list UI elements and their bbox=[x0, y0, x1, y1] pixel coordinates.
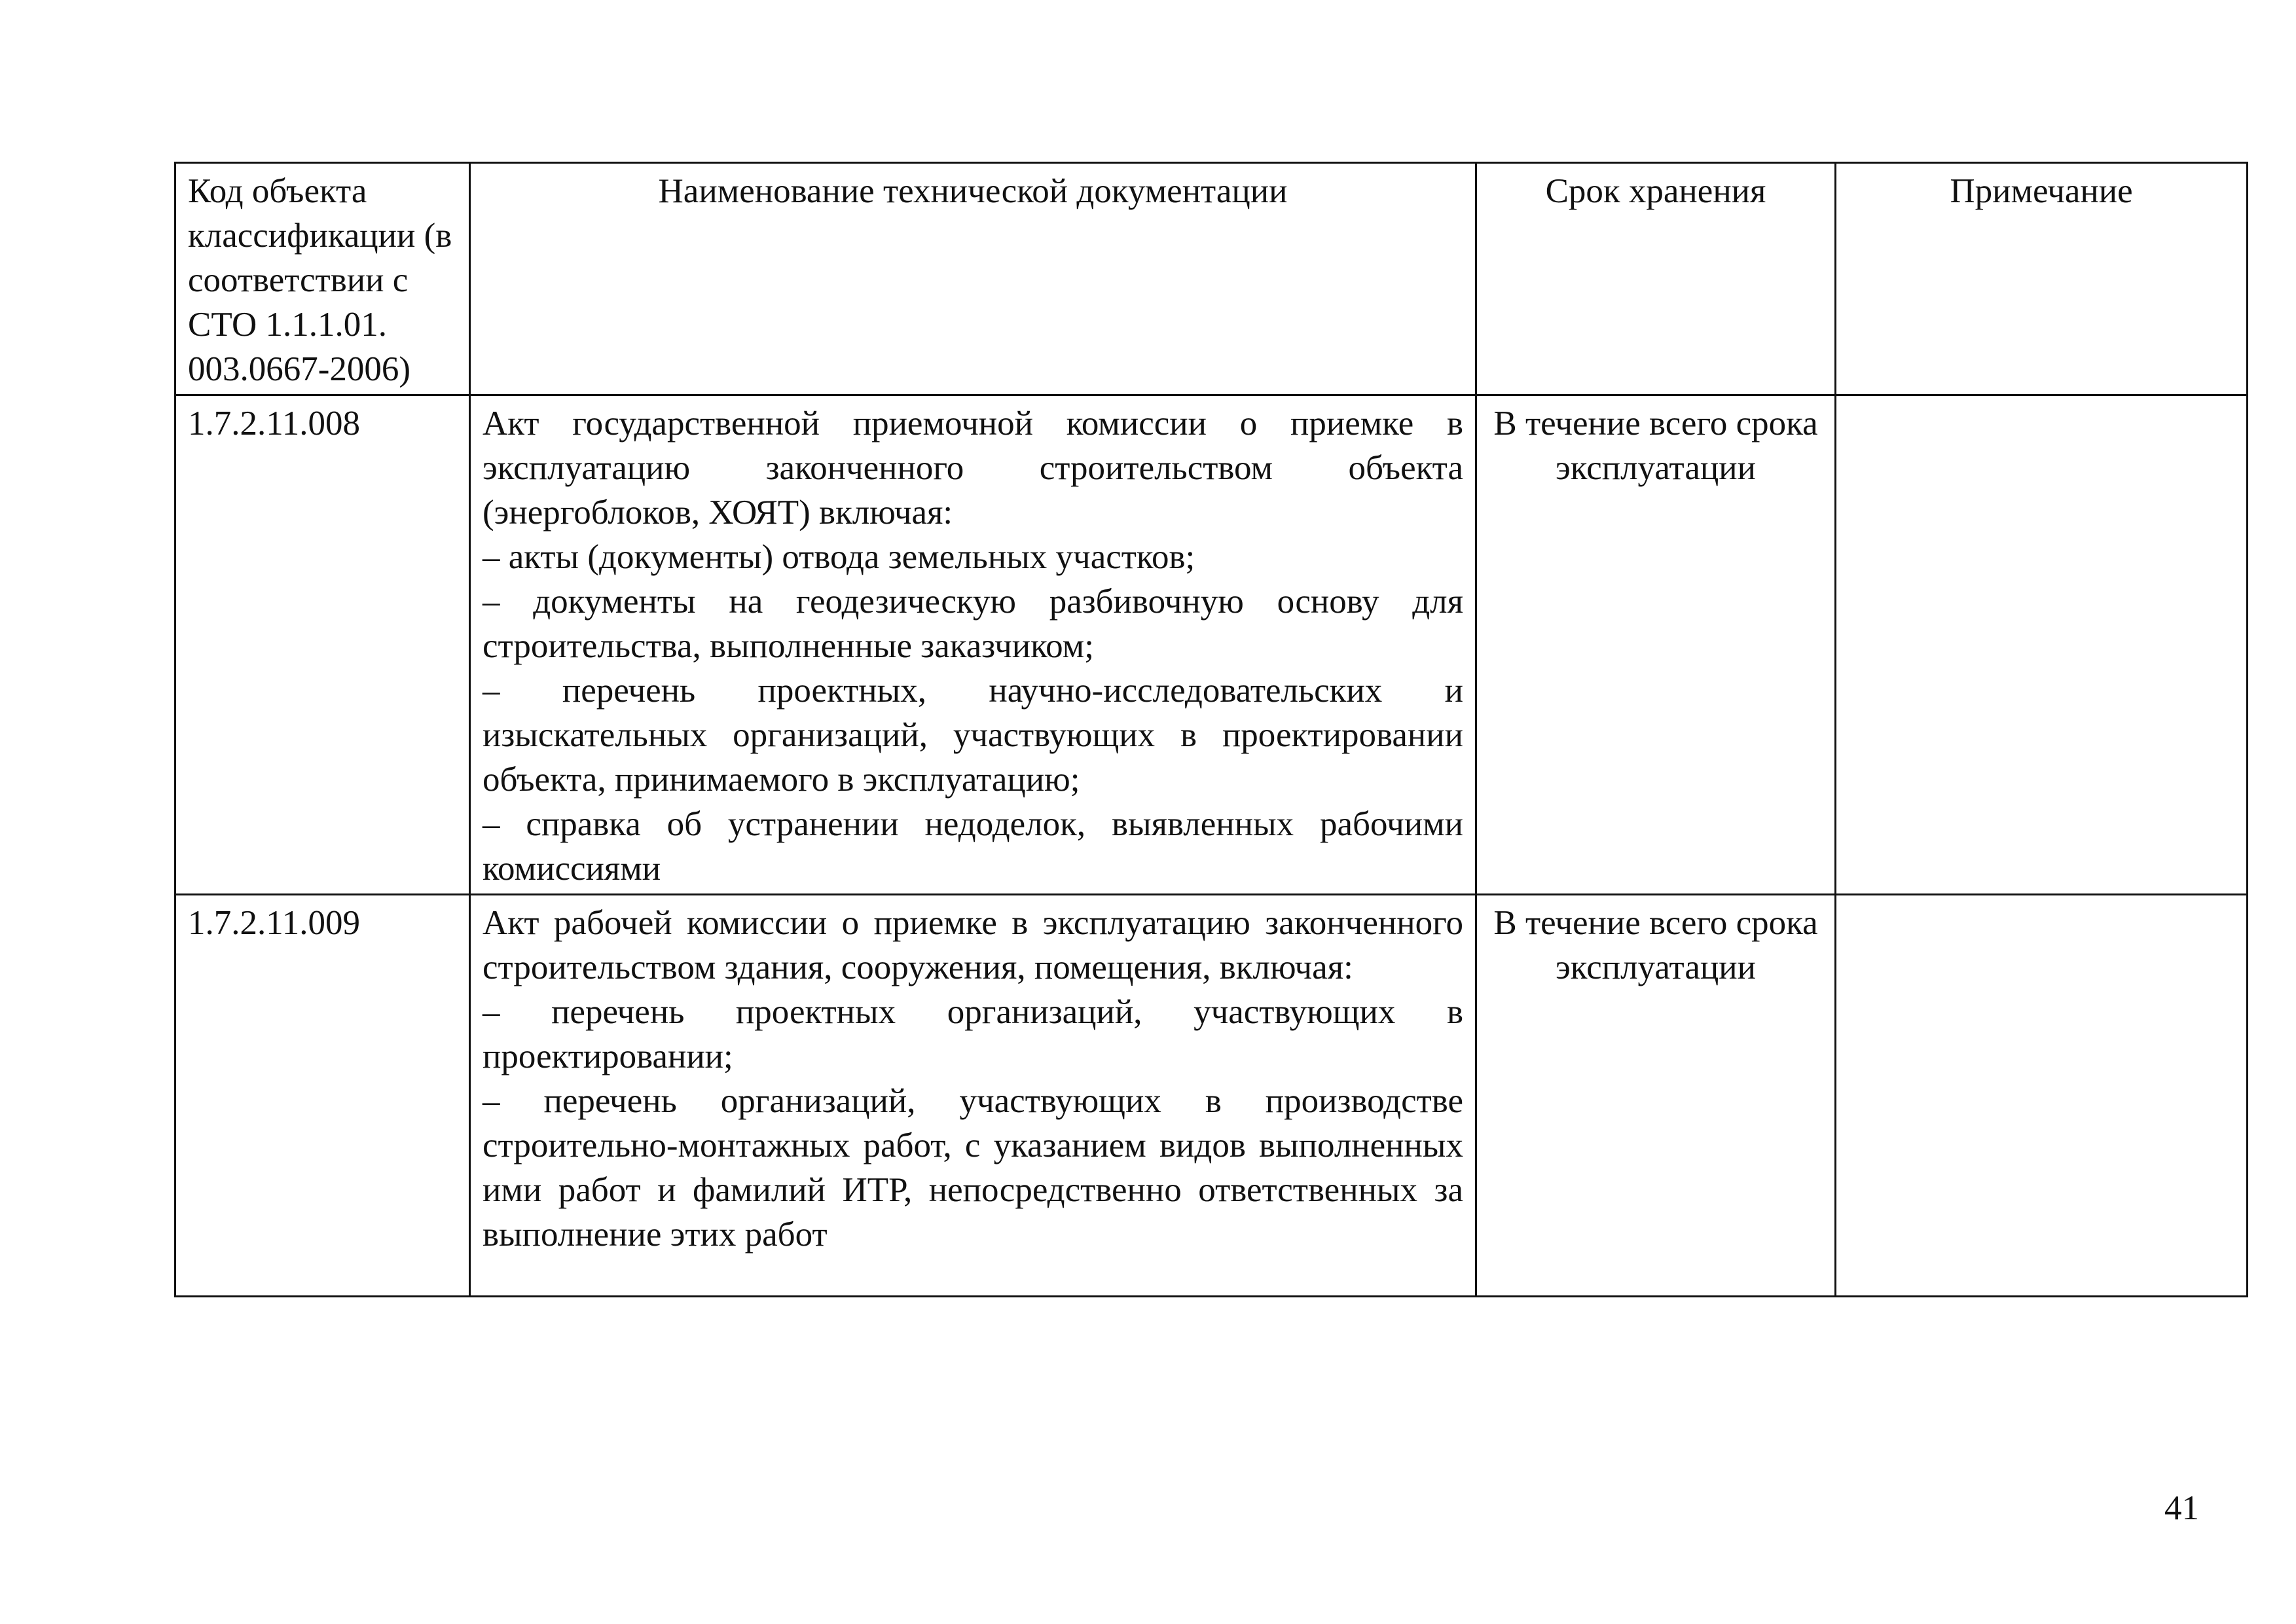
document-table bbox=[174, 162, 2248, 1297]
cell-code: 1.7.2.11.009 bbox=[175, 895, 470, 1297]
doc-list-item: – справка об устранении недоделок, выявленных рабочими комиссиями bbox=[483, 805, 1463, 888]
cell-term: В течение всего срока эксплуатации bbox=[1476, 895, 1836, 1297]
cell-note bbox=[1836, 395, 2248, 895]
header-note: Примечание bbox=[1836, 163, 2248, 395]
cell-code: 1.7.2.11.008 bbox=[175, 395, 470, 895]
doc-list-item: – перечень проектных, научно-исследовательских и изыскательных организаций, участвующих в проектировании объекта, принимаемого в эксплуатацию; bbox=[483, 672, 1463, 799]
table-header-row bbox=[175, 163, 2248, 395]
header-term: Срок хранения bbox=[1476, 163, 1836, 395]
cell-term: В течение всего срока эксплуатации bbox=[1476, 395, 1836, 895]
doc-list-item: – перечень организаций, участвующих в производстве строительно-монтажных работ, с указанием видов выполненных ими работ и фамилий ИТР, непосредственно ответственных за выполнение этих работ bbox=[483, 1082, 1463, 1254]
doc-list-item: – перечень проектных организаций, участвующих в проектировании; bbox=[483, 993, 1463, 1075]
page-number: 41 bbox=[2164, 1489, 2199, 1527]
doc-name-intro: Акт рабочей комиссии о приемке в эксплуатацию законченного строительством здания, сооружения, помещения, включая: bbox=[483, 904, 1463, 986]
cell-name bbox=[470, 395, 1476, 895]
table-row bbox=[175, 395, 2248, 895]
cell-name bbox=[470, 895, 1476, 1297]
header-code: Код объекта классификации (в соответствии с СТО 1.1.1.01. 003.0667-2006) bbox=[175, 163, 470, 395]
doc-list-item: – документы на геодезическую разбивочную основу для строительства, выполненные заказчиком; bbox=[483, 583, 1463, 665]
table-row bbox=[175, 895, 2248, 1297]
doc-name-intro: Акт государственной приемочной комиссии о приемке в эксплуатацию законченного строительством объекта (энергоблоков, ХОЯТ) включая: bbox=[483, 405, 1463, 532]
cell-note bbox=[1836, 895, 2248, 1297]
header-name: Наименование технической документации bbox=[470, 163, 1476, 395]
doc-list-item: – акты (документы) отвода земельных участков; bbox=[483, 538, 1195, 576]
